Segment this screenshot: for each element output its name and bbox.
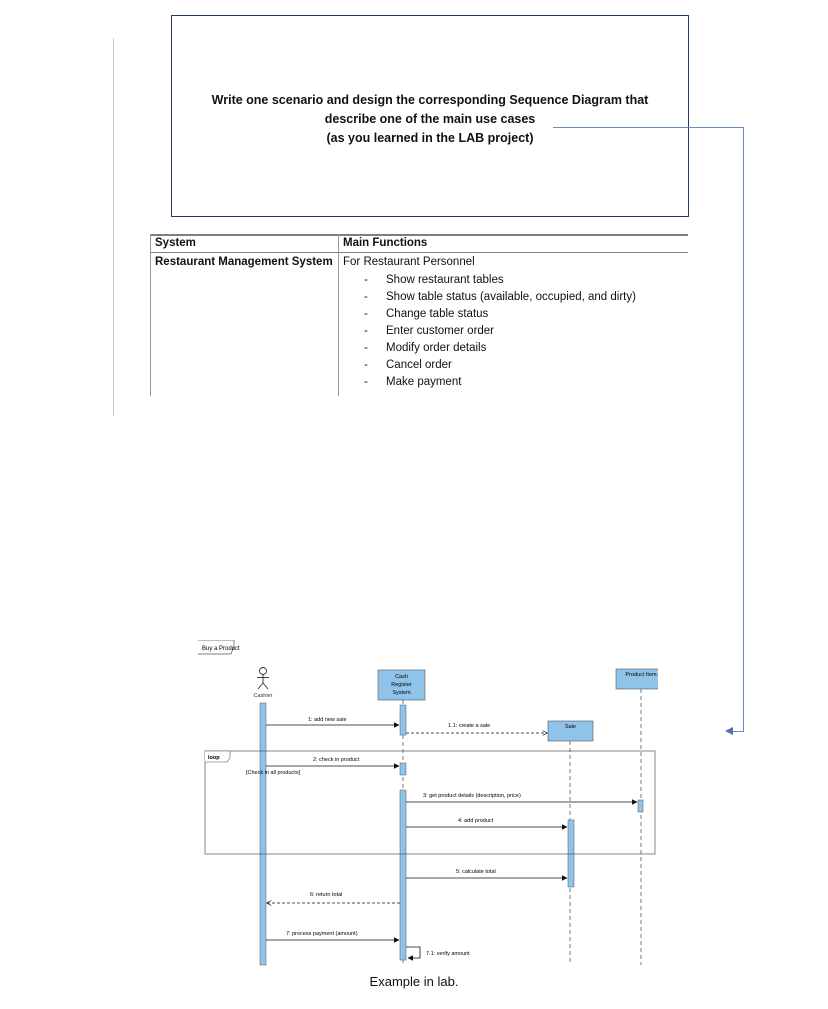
table-left-border (150, 234, 151, 396)
list-item: - Make payment (364, 376, 462, 388)
function-label: Show table status (available, occupied, and dirty) (386, 291, 636, 303)
system-name: Restaurant Management System (155, 256, 333, 268)
message-label: 4: add product (458, 818, 494, 824)
function-label: Enter customer order (386, 325, 495, 337)
cash-register-lifeline-head (378, 670, 425, 700)
list-item: - Enter customer order (364, 325, 495, 337)
task-instructions (172, 91, 688, 148)
register-label-2: Register (391, 682, 412, 688)
connector-arrowhead (725, 727, 733, 735)
function-label: Show restaurant tables (386, 274, 504, 286)
register-label-3: System (392, 690, 411, 696)
register-activation (400, 790, 406, 960)
loop-guard: [Check in all products] (246, 770, 301, 776)
task-line-2: describe one of the main use cases (324, 112, 536, 126)
table-top-border (150, 234, 688, 236)
table-header-border (150, 252, 688, 253)
sale-label: Sale (564, 724, 577, 730)
loop-label: loop (208, 755, 220, 761)
message-label: 3: get product details (description, price) (423, 793, 521, 799)
register-activation (400, 705, 406, 735)
page-margin-line (113, 38, 114, 416)
task-line-1: Write one scenario and design the corresponding Sequence Diagram that (211, 93, 649, 107)
frame-title: Buy a Product (202, 646, 240, 652)
sale-lifeline-head (548, 721, 593, 741)
message-label: 1.1: create a sale (448, 723, 491, 729)
connector-line-end (733, 731, 744, 732)
list-item: - Change table status (364, 308, 489, 320)
list-item: - Show table status (available, occupied, and dirty) (364, 291, 636, 303)
header-main-functions: Main Functions (343, 237, 428, 249)
message-label: 5: calculate total (456, 869, 496, 875)
table-column-divider (338, 234, 339, 396)
register-activation (400, 763, 406, 775)
message-label: 7.1: verify amount (426, 951, 470, 957)
caption: Example in lab. (369, 974, 459, 989)
register-label-1: Cash (395, 674, 408, 680)
list-item: - Modify order details (364, 342, 487, 354)
sale-activation (568, 820, 574, 887)
function-label: Make payment (386, 376, 462, 388)
list-item: - Cancel order (364, 359, 452, 371)
functions-list (364, 272, 636, 391)
product-item-lifeline-head (616, 669, 658, 689)
task-box (171, 15, 689, 217)
function-label: Change table status (386, 308, 489, 320)
connector-line (553, 127, 743, 128)
function-label: Modify order details (386, 342, 487, 354)
actor-label: Cashier (253, 693, 273, 699)
product-item-label: Product Item (625, 672, 657, 678)
frame-label (198, 640, 240, 654)
message-label: 7: process payment (amount) (286, 931, 358, 937)
message-label: 1: add new sale (308, 717, 347, 723)
for-personnel: For Restaurant Personnel (343, 256, 475, 268)
sequence-diagram (198, 640, 658, 970)
list-item: - Show restaurant tables (364, 274, 504, 286)
message-label: 6: return total (310, 892, 343, 898)
task-line-3: (as you learned in the LAB project) (326, 131, 534, 145)
cashier-actor-icon (257, 668, 269, 690)
product-activation (638, 800, 643, 812)
self-message-arrow (406, 947, 420, 958)
loop-fragment (205, 751, 655, 854)
header-system: System (155, 237, 196, 249)
message-label: 2: check in product (313, 757, 360, 763)
function-label: Cancel order (386, 359, 452, 371)
cashier-activation (260, 703, 266, 965)
connector-line-vertical (743, 127, 744, 731)
